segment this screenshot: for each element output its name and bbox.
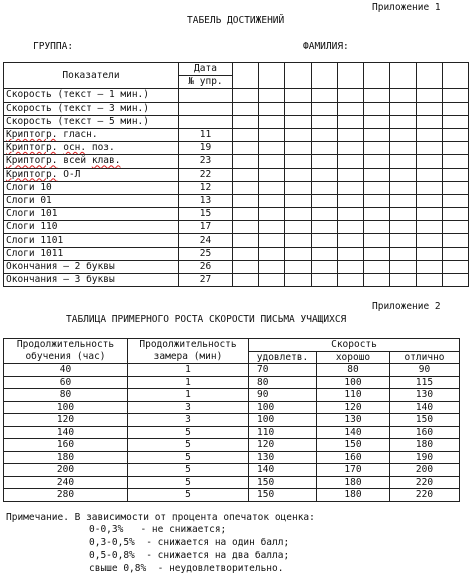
- speed-header-row-2: [4, 351, 460, 364]
- measure-minutes: 5: [128, 451, 249, 464]
- indicator-label: Скорость (текст – 5 мин.): [4, 115, 179, 128]
- measure-minutes: 1: [128, 364, 249, 377]
- empty-cell: [285, 221, 311, 234]
- empty-cell: [337, 142, 363, 155]
- empty-cell: [285, 155, 311, 168]
- achievement-row: [4, 260, 469, 273]
- speed-row: [4, 489, 460, 502]
- empty-cell: [364, 155, 390, 168]
- speed-good: 120: [317, 401, 390, 414]
- exercise-number: 27: [179, 274, 233, 287]
- appendix-1-label: Приложение 1: [372, 2, 441, 13]
- empty-cell: [390, 234, 416, 247]
- empty-cell: [442, 260, 468, 273]
- exercise-number: 25: [179, 247, 233, 260]
- speed-excellent: 220: [390, 489, 460, 502]
- empty-cell: [311, 155, 337, 168]
- empty-cell: [259, 89, 285, 102]
- empty-cell: [285, 260, 311, 273]
- empty-cell: [233, 142, 259, 155]
- note-intro: Примечание. В зависимости от процента опечаток оценка:: [6, 512, 315, 523]
- indicator-label: Окончания – 3 буквы: [4, 274, 179, 287]
- header-exercise-number: № упр.: [179, 76, 233, 89]
- speed-row: [4, 414, 460, 427]
- empty-cell: [285, 208, 311, 221]
- empty-cell: [233, 115, 259, 128]
- duration-hours: 60: [4, 376, 128, 389]
- empty-cell: [337, 194, 363, 207]
- speed-growth-table: [3, 338, 460, 502]
- duration-hours: 100: [4, 401, 128, 414]
- speed-row: [4, 376, 460, 389]
- title-speed-growth: ТАБЛИЦА ПРИМЕРНОГО РОСТА СКОРОСТИ ПИСЬМА УЧАЩИХСЯ: [66, 314, 347, 325]
- speed-good: 110: [317, 389, 390, 402]
- empty-cell: [416, 274, 442, 287]
- empty-cell: [285, 274, 311, 287]
- empty-cell: [442, 234, 468, 247]
- header-good: хорошо: [317, 351, 390, 364]
- exercise-number: 24: [179, 234, 233, 247]
- speed-satisfactory: 90: [249, 389, 317, 402]
- empty-cell: [285, 89, 311, 102]
- exercise-number: 13: [179, 194, 233, 207]
- achievement-row: [4, 194, 469, 207]
- empty-cell: [337, 128, 363, 141]
- empty-cell: [311, 89, 337, 102]
- empty-cell: [390, 155, 416, 168]
- empty-cell: [259, 208, 285, 221]
- empty-cell: [337, 221, 363, 234]
- duration-hours: 140: [4, 426, 128, 439]
- header-duration-unit: обучения (час): [4, 351, 128, 364]
- speed-excellent: 150: [390, 414, 460, 427]
- measure-minutes: 3: [128, 401, 249, 414]
- indicator-label: Криптогр. всей клав.: [4, 155, 179, 168]
- empty-cell: [337, 102, 363, 115]
- header-indicators: Показатели: [4, 63, 179, 89]
- empty-cell: [259, 274, 285, 287]
- empty-cell: [442, 115, 468, 128]
- surname-label: ФАМИЛИЯ:: [303, 41, 349, 52]
- empty-cell: [442, 128, 468, 141]
- indicator-label: Скорость (текст – 1 мин.): [4, 89, 179, 102]
- indicator-label: Криптогр. О-Л: [4, 168, 179, 181]
- empty-cell: [311, 274, 337, 287]
- empty-cell: [390, 181, 416, 194]
- empty-cell: [233, 181, 259, 194]
- exercise-number: 23: [179, 155, 233, 168]
- speed-row: [4, 426, 460, 439]
- empty-cell: [416, 155, 442, 168]
- empty-cell: [390, 128, 416, 141]
- speed-good: 80: [317, 364, 390, 377]
- empty-cell: [285, 194, 311, 207]
- achievement-row: [4, 274, 469, 287]
- achievement-row: [4, 208, 469, 221]
- speed-good: 140: [317, 426, 390, 439]
- note-line: 0,5-0,8% - снижается на два балла;: [89, 550, 290, 561]
- appendix-2-label: Приложение 2: [372, 301, 441, 312]
- empty-cell: [259, 247, 285, 260]
- empty-cell: [416, 89, 442, 102]
- empty-cell: [442, 168, 468, 181]
- empty-cell: [390, 247, 416, 260]
- header-duration: Продолжительность: [4, 339, 128, 352]
- empty-cell: [442, 102, 468, 115]
- empty-cell: [364, 181, 390, 194]
- achievements-table: [3, 62, 469, 287]
- speed-satisfactory: 100: [249, 401, 317, 414]
- speed-row: [4, 439, 460, 452]
- empty-cell: [364, 102, 390, 115]
- empty-cell: [285, 128, 311, 141]
- speed-row: [4, 464, 460, 477]
- empty-cell: [259, 155, 285, 168]
- empty-cell: [364, 128, 390, 141]
- indicator-label: Окончания – 2 буквы: [4, 260, 179, 273]
- indicator-label: Слоги 1101: [4, 234, 179, 247]
- empty-cell: [259, 115, 285, 128]
- empty-cell: [285, 168, 311, 181]
- empty-cell: [416, 221, 442, 234]
- empty-cell: [337, 115, 363, 128]
- measure-minutes: 3: [128, 414, 249, 427]
- empty-cell: [390, 115, 416, 128]
- speed-excellent: 190: [390, 451, 460, 464]
- indicator-label: Слоги 110: [4, 221, 179, 234]
- empty-cell: [285, 247, 311, 260]
- speed-excellent: 180: [390, 439, 460, 452]
- empty-cell: [285, 181, 311, 194]
- empty-cell: [311, 247, 337, 260]
- empty-cell: [337, 234, 363, 247]
- group-label: ГРУППА:: [33, 41, 74, 52]
- measure-minutes: 5: [128, 489, 249, 502]
- indicator-label: Скорость (текст – 3 мин.): [4, 102, 179, 115]
- empty-cell: [311, 168, 337, 181]
- empty-cell: [390, 221, 416, 234]
- empty-cell: [337, 89, 363, 102]
- speed-good: 160: [317, 451, 390, 464]
- empty-cell: [311, 208, 337, 221]
- duration-hours: 280: [4, 489, 128, 502]
- empty-cell: [364, 274, 390, 287]
- empty-cell: [259, 142, 285, 155]
- speed-good: 130: [317, 414, 390, 427]
- speed-good: 150: [317, 439, 390, 452]
- empty-cell: [390, 89, 416, 102]
- empty-cell: [442, 274, 468, 287]
- speed-good: 180: [317, 489, 390, 502]
- measure-minutes: 5: [128, 464, 249, 477]
- exercise-number: 12: [179, 181, 233, 194]
- exercise-number: 17: [179, 221, 233, 234]
- empty-cell: [233, 194, 259, 207]
- empty-cell: [259, 128, 285, 141]
- achievement-row: [4, 115, 469, 128]
- empty-cell: [364, 168, 390, 181]
- note-line: 0-0,3% - не снижается;: [89, 524, 227, 535]
- speed-header-row: [4, 339, 460, 352]
- empty-cell: [442, 208, 468, 221]
- duration-hours: 160: [4, 439, 128, 452]
- speed-excellent: 115: [390, 376, 460, 389]
- speed-good: 170: [317, 464, 390, 477]
- exercise-number: 15: [179, 208, 233, 221]
- exercise-number: 22: [179, 168, 233, 181]
- measure-minutes: 1: [128, 376, 249, 389]
- achievement-row: [4, 221, 469, 234]
- empty-cell: [416, 102, 442, 115]
- empty-cell: [259, 260, 285, 273]
- empty-cell: [416, 115, 442, 128]
- indicator-label: Слоги 10: [4, 181, 179, 194]
- measure-minutes: 5: [128, 476, 249, 489]
- empty-cell: [364, 89, 390, 102]
- duration-hours: 40: [4, 364, 128, 377]
- speed-row: [4, 389, 460, 402]
- empty-cell: [233, 260, 259, 273]
- empty-cell: [416, 234, 442, 247]
- duration-hours: 200: [4, 464, 128, 477]
- note-line: 0,3-0,5% - снижается на один балл;: [89, 537, 290, 548]
- empty-cell: [364, 194, 390, 207]
- empty-cell: [442, 89, 468, 102]
- empty-cell: [442, 155, 468, 168]
- achievement-row: [4, 89, 469, 102]
- title-achievements: ТАБЕЛЬ ДОСТИЖЕНИЙ: [187, 15, 285, 26]
- achievement-row: [4, 102, 469, 115]
- achievement-row: [4, 181, 469, 194]
- empty-cell: [311, 194, 337, 207]
- empty-cell: [442, 247, 468, 260]
- empty-cell: [416, 168, 442, 181]
- empty-cell: [416, 142, 442, 155]
- duration-hours: 80: [4, 389, 128, 402]
- empty-cell: [233, 208, 259, 221]
- empty-cell: [337, 274, 363, 287]
- empty-cell: [390, 260, 416, 273]
- empty-cell: [442, 221, 468, 234]
- empty-cell: [233, 128, 259, 141]
- empty-cell: [233, 102, 259, 115]
- empty-cell: [337, 247, 363, 260]
- empty-cell: [364, 221, 390, 234]
- empty-cell: [311, 142, 337, 155]
- speed-satisfactory: 100: [249, 414, 317, 427]
- empty-cell: [364, 234, 390, 247]
- empty-cell: [285, 142, 311, 155]
- header-measure: Продолжительность: [128, 339, 249, 352]
- measure-minutes: 5: [128, 439, 249, 452]
- achievement-row: [4, 234, 469, 247]
- empty-cell: [442, 142, 468, 155]
- empty-cell: [337, 181, 363, 194]
- empty-cell: [311, 115, 337, 128]
- empty-cell: [311, 260, 337, 273]
- duration-hours: 180: [4, 451, 128, 464]
- empty-cell: [390, 142, 416, 155]
- header-date: Дата: [179, 63, 233, 76]
- speed-row: [4, 364, 460, 377]
- empty-cell: [416, 208, 442, 221]
- empty-cell: [364, 260, 390, 273]
- empty-cell: [416, 128, 442, 141]
- speed-satisfactory: 80: [249, 376, 317, 389]
- achievements-table-body: [4, 63, 469, 287]
- header-excellent: отлично: [390, 351, 460, 364]
- achievement-row: [4, 142, 469, 155]
- empty-cell: [416, 181, 442, 194]
- achievement-row: [4, 247, 469, 260]
- empty-cell: [311, 234, 337, 247]
- speed-good: 180: [317, 476, 390, 489]
- empty-cell: [233, 274, 259, 287]
- empty-cell: [390, 102, 416, 115]
- empty-cell: [233, 234, 259, 247]
- speed-satisfactory: 70: [249, 364, 317, 377]
- duration-hours: 240: [4, 476, 128, 489]
- empty-cell: [416, 247, 442, 260]
- empty-cell: [259, 168, 285, 181]
- speed-row: [4, 476, 460, 489]
- empty-cell: [311, 102, 337, 115]
- exercise-number: 26: [179, 260, 233, 273]
- indicator-label: Криптогр. осн. поз.: [4, 142, 179, 155]
- indicator-label: Слоги 1011: [4, 247, 179, 260]
- speed-row: [4, 451, 460, 464]
- measure-minutes: 1: [128, 389, 249, 402]
- empty-cell: [259, 102, 285, 115]
- empty-cell: [416, 194, 442, 207]
- speed-satisfactory: 130: [249, 451, 317, 464]
- exercise-number: [179, 89, 233, 102]
- empty-cell: [259, 234, 285, 247]
- empty-cell: [259, 181, 285, 194]
- indicator-label: Слоги 101: [4, 208, 179, 221]
- header-measure-unit: замера (мин): [128, 351, 249, 364]
- empty-cell: [390, 168, 416, 181]
- empty-cell: [390, 274, 416, 287]
- header-speed: Скорость: [249, 339, 460, 352]
- exercise-number: [179, 102, 233, 115]
- achievements-header-row: [4, 63, 469, 76]
- empty-cell: [364, 208, 390, 221]
- speed-excellent: 200: [390, 464, 460, 477]
- empty-cell: [390, 208, 416, 221]
- empty-cell: [259, 194, 285, 207]
- achievement-row: [4, 168, 469, 181]
- empty-cell: [233, 155, 259, 168]
- empty-cell: [285, 115, 311, 128]
- speed-growth-table-body: [4, 339, 460, 502]
- empty-cell: [416, 260, 442, 273]
- achievement-row: [4, 128, 469, 141]
- empty-cell: [311, 221, 337, 234]
- speed-row: [4, 401, 460, 414]
- indicator-label: Слоги 01: [4, 194, 179, 207]
- speed-good: 100: [317, 376, 390, 389]
- empty-cell: [337, 208, 363, 221]
- duration-hours: 120: [4, 414, 128, 427]
- empty-cell: [390, 194, 416, 207]
- achievement-row: [4, 155, 469, 168]
- empty-cell: [337, 260, 363, 273]
- empty-cell: [337, 155, 363, 168]
- empty-cell: [337, 168, 363, 181]
- empty-cell: [259, 221, 285, 234]
- empty-cell: [285, 234, 311, 247]
- speed-satisfactory: 150: [249, 476, 317, 489]
- note-line: свыше 0,8% - неудовлетворительно.: [89, 563, 284, 574]
- speed-satisfactory: 110: [249, 426, 317, 439]
- empty-cell: [233, 247, 259, 260]
- speed-excellent: 160: [390, 426, 460, 439]
- empty-cell: [364, 142, 390, 155]
- empty-cell: [233, 168, 259, 181]
- empty-cell: [364, 115, 390, 128]
- exercise-number: 19: [179, 142, 233, 155]
- header-satisfactory: удовлетв.: [249, 351, 317, 364]
- speed-excellent: 140: [390, 401, 460, 414]
- empty-cell: [364, 247, 390, 260]
- empty-cell: [311, 181, 337, 194]
- empty-cell: [311, 128, 337, 141]
- empty-cell: [233, 221, 259, 234]
- empty-cell: [285, 102, 311, 115]
- exercise-number: [179, 115, 233, 128]
- speed-satisfactory: 120: [249, 439, 317, 452]
- speed-satisfactory: 140: [249, 464, 317, 477]
- empty-cell: [442, 181, 468, 194]
- empty-cell: [442, 194, 468, 207]
- speed-excellent: 90: [390, 364, 460, 377]
- empty-cell: [233, 89, 259, 102]
- indicator-label: Криптогр. гласн.: [4, 128, 179, 141]
- speed-satisfactory: 150: [249, 489, 317, 502]
- speed-excellent: 220: [390, 476, 460, 489]
- exercise-number: 11: [179, 128, 233, 141]
- measure-minutes: 5: [128, 426, 249, 439]
- speed-excellent: 130: [390, 389, 460, 402]
